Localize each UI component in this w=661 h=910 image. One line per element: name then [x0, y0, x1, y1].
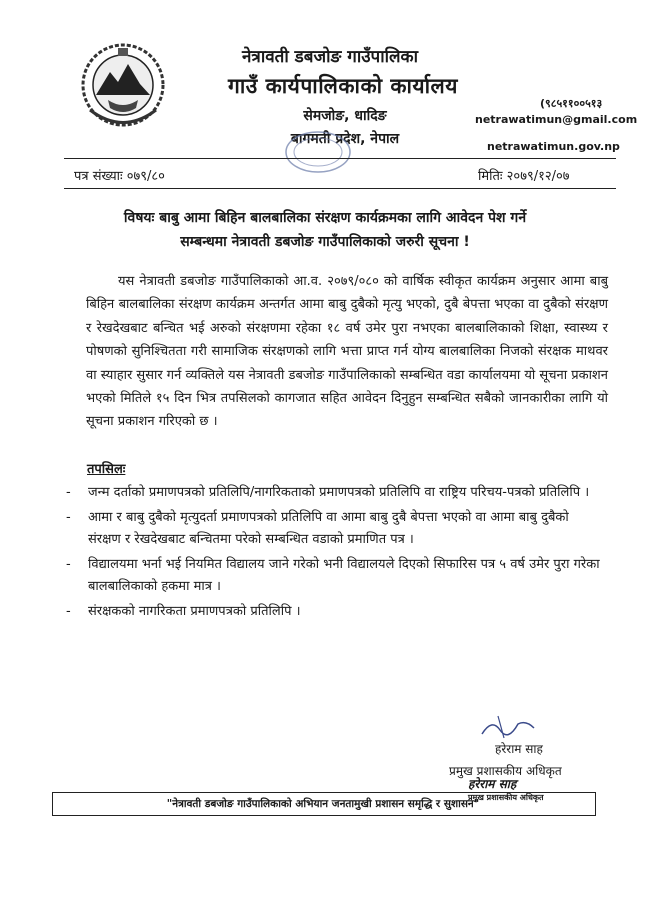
subject-line-2: सम्बन्धमा नेत्रावती डबजोङ गाउँपालिकाको जरुरी सूचना !: [180, 234, 470, 250]
list-item: [64, 601, 604, 623]
list-dash: -: [66, 485, 71, 500]
signatory-title: प्रमुख प्रशासकीय अधिकृत: [449, 764, 562, 778]
signatory-name: हरेराम साह: [495, 742, 543, 756]
nepal-emblem-icon: [78, 40, 168, 130]
list-dash: -: [66, 557, 71, 572]
reference-number: पत्र संख्याः ०७९/८०: [74, 169, 165, 184]
list-item-text: विद्यालयमा भर्ना भई नियमित विद्यालय जाने गरेको भनी विद्यालयले दिएको सिफारिस पत्र ५ वर्ष उमेर पुरा गरेका बालबालिकाको हकमा मात्र ।: [88, 557, 600, 594]
list-item: [64, 507, 604, 551]
signature-scrawl: [478, 712, 538, 742]
municipality-name: नेत्रावती डबजोङ गाउँपालिका: [242, 47, 418, 67]
stamp-title: प्रमुख प्रशासकीय अधिकृत: [468, 793, 544, 802]
subject: [90, 206, 560, 254]
list-item: [64, 482, 604, 504]
website-address: netrawatimun.gov.np: [487, 140, 620, 153]
office-address: सेमजोङ, धादिङ: [303, 108, 387, 124]
notice-paragraph: यस नेत्रावती डबजोङ गाउँपालिकाको आ.व. २०७९/०८० को वार्षिक स्वीकृत कार्यक्रम अनुसार आमा बाबु बिहिन बालबालिका संरक्षण कार्यक्रम अन्तर्गत आमा बाबु दुबैको मृत्यु भएको, दुबै बेपत्ता भएका वा दुबैको संरक्षण र रेखदेखबाट बन्चित भई अरुको संरक्षणमा रहेका १८ वर्ष उमेर पुरा नभएका बालबालिकाको शिक्षा, स्वास्थ्य र पोषणको सुनिश्चितता गरी सामाजिक संरक्षणको लागि भत्ता प्राप्त गर्न योग्य बालबालिका निजको संरक्षक माथवर वा स्याहार सुसार गर्न व्यक्तिले यस नेत्रावती डबजोङ गाउँपालिकाको सम्बन्धित वडा कार्यालयमा यो सूचना प्रकाशन भएको मितिले १५ दिन भित्र तपसिलको कागजात सहित आवेदन दिनुहुन सम्बन्धित सबैको जानकारीका लागि यो सूचना प्रकाशन गरिएको छ ।: [86, 274, 608, 430]
list-dash: -: [66, 510, 71, 525]
ref-divider: [64, 188, 616, 189]
tapasil-heading: तपसिलः: [87, 462, 126, 477]
list-dash: -: [66, 604, 71, 619]
stamp-name: हरेराम साह: [468, 777, 517, 791]
office-province: बागमती प्रदेश, नेपाल: [290, 131, 400, 147]
list-item-text: आमा र बाबु दुबैको मृत्युदर्ता प्रमाणपत्रको प्रतिलिपि वा आमा बाबु दुबै बेपत्ता भएको वा आमा बाबु दुबैको संरक्षण र रेखदेखबाट बन्चितमा परेको सम्बन्धित वडाको प्रमाणित पत्र ।: [88, 510, 569, 547]
office-stamp: [283, 130, 353, 182]
list-item-text: संरक्षकको नागरिकता प्रमाणपत्रको प्रतिलिपि ।: [88, 604, 301, 619]
tapasil-list: [64, 482, 604, 626]
slogan-text: "नेत्रावती डबजोङ गाउँपालिकाको अभियान जनतामुखी प्रशासन समृद्धि र सुशासन": [166, 798, 480, 810]
phone-number: (९८५११००५१३: [540, 97, 603, 110]
header-divider: [64, 158, 616, 159]
list-item-text: जन्म दर्ताको प्रमाणपत्रको प्रतिलिपि/नागरिकताको प्रमाणपत्रको प्रतिलिपि वा राष्ट्रिय परिचय-पत्रको प्रतिलिपि ।: [88, 485, 590, 500]
subject-line-1: विषयः बाबु आमा बिहिन बालबालिका संरक्षण कार्यक्रमका लागि आवेदन पेश गर्ने: [123, 210, 527, 226]
notice-body: [86, 270, 608, 434]
document-date: मितिः २०७९/१२/०७: [478, 169, 570, 184]
office-title: गाउँ कार्यपालिकाको कार्यालय: [228, 74, 458, 98]
list-item: [64, 554, 604, 598]
email-address: netrawatimun@gmail.com: [475, 113, 638, 126]
